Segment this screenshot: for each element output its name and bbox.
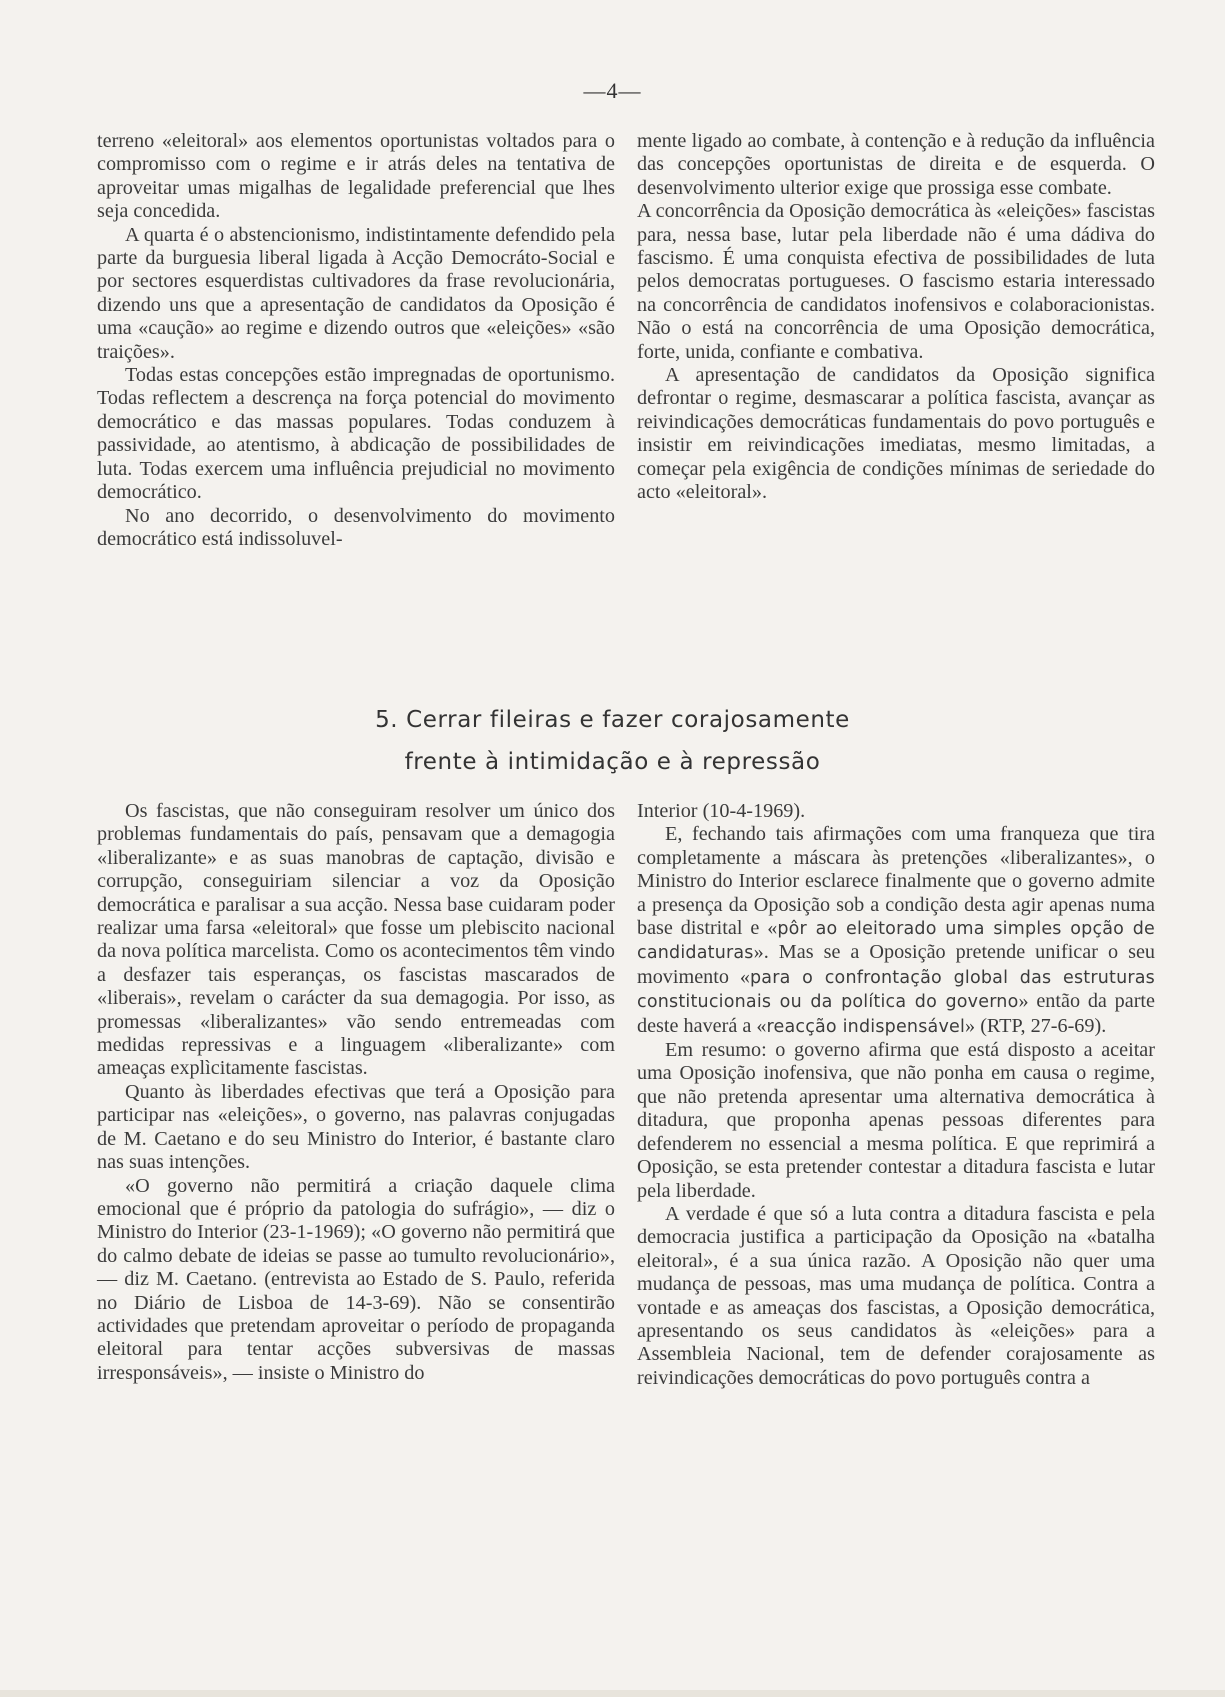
paragraph: Os fascistas, que não conseguiram resolver um único dos problemas fundamentais do país, pensavam que a demagogia «liberalizante» e as suas manobras de captação, divisão e corrupção, conseguiriam silenciar a voz da Oposição democrática e paralisar a sua acção. Nessa base cuidaram poder realizar uma farsa «eleitoral» que fosse um plebiscito nacional da nova política marcelista. Como os acontecimentos têm vindo a desfazer tais esperanças, os fascistas mascarados de «liberais», revelam o carácter da sua demagogia. Por isso, as promessas «liberalizantes» vão sendo entremeadas com medidas repressivas e a linguagem «liberalizante» com ameaças explìcitamente fascistas.: [97, 800, 615, 1080]
paragraph: Interior (10-4-1969).: [637, 800, 806, 822]
paragraph: A concorrência da Oposição democrática às «eleições» fascistas para, nessa base, lutar pela liberdade não é uma dádiva do fascismo. É uma conquista efectiva de possibilidades de luta pelos democratas portugueses. O fascismo estaria interessado na concorrência de candidatos inofensivos e colaboracionistas. Não o está na concorrência de uma Oposição democrática, forte, unida, confiante e combativa.: [637, 200, 1155, 363]
column-bottom-left: [97, 800, 615, 1385]
paragraph: «O governo não permitirá a criação daquele clima emocional que é próprio da patologia do sufrágio», — diz o Ministro do Interior (23-1-1969); «O governo não permitirá que do calmo debate de ideias se passe ao tumulto revolucionário», — diz M. Caetano. (entrevista ao Estado de S. Paulo, referida no Diário de Lisboa de 14-3-69). Não se consentirão actividades que pretendam aproveitar o período de propaganda eleitoral para tentar acções subversivas de massas irresponsáveis», — insiste o Ministro do: [97, 1174, 615, 1384]
column-top-left: [97, 130, 615, 551]
text-run: ». Mas se a Oposição pretende unificar o seu movimento «: [637, 941, 1155, 988]
paragraph: Todas estas concepções estão impregnadas de oportunismo. Todas reflectem a descrença na força potencial do movimento democrático e das massas populares. Todas conduzem à passividade, ao atentismo, à abdicação de possibilidades de luta. Todas exercem uma influência prejudicial no movimento democrático.: [97, 364, 615, 504]
quoted-phrase: reacção indispensável: [766, 1016, 966, 1037]
paragraph: A quarta é o abstencionismo, indistintamente defendido pela parte da burguesia liberal ligada à Acção Democráto-Social e por sectores esquerdistas cultivadores da frase revolucionária, dizendo uns que a apresentação de candidatos da Oposição é uma «caução» ao regime e dizendo outros que «eleições» «são traições».: [97, 223, 615, 363]
column-top-right: [637, 130, 1155, 505]
paragraph: [637, 823, 1155, 1039]
paragraph: Em resumo: o governo afirma que está disposto a aceitar uma Oposição inofensiva, que não ponha em causa o regime, que não pretenda apresentar uma alternativa democrática à ditadura, que proponha apenas pessoas diferentes para defenderem no essencial a mesma política. E que reprimirá a Oposição, se esta pretender contestar a ditadura fascista e lutar pela liberdade.: [637, 1039, 1155, 1202]
section-heading-line-2: frente à intimidação e à repressão: [404, 749, 821, 775]
quoted-phrase: para o confrontação global das estruturas constitucionais ou da política do governo: [637, 967, 1155, 1013]
paragraph: No ano decorrido, o desenvolvimento do movimento democrático está indissoluvel-: [97, 504, 615, 550]
paragraph: A verdade é que só a luta contra a ditadura fascista e pela democracia justifica a participação da Oposição na «batalha eleitoral», é a sua única razão. A Oposição não quer uma mudança de pessoas, mas uma mudança de política. Contra a vontade e as ameaças dos fascistas, a Oposição democrática, apresentando os seus candidatos às «eleições» para a Assembleia Nacional, tem de defender corajosamente as reivindicações democráticas do povo português contra a: [637, 1202, 1155, 1389]
page-number: —4—: [583, 78, 642, 103]
paragraph: Quanto às liberdades efectivas que terá a Oposição para participar nas «eleições», o governo, nas palavras conjugadas de M. Caetano e do seu Ministro do Interior, é bastante claro nas suas intenções.: [97, 1080, 615, 1174]
column-bottom-right: [637, 800, 1155, 1390]
paragraph: A apresentação de candidatos da Oposição significa defrontar o regime, desmascarar a política fascista, avançar as reivindicações democráticas fundamentais do povo português e insistir em reivindicações imediatas, mesmo limitadas, a começar pela exigência de condições mínimas de seriedade do acto «eleitoral».: [637, 364, 1155, 504]
paragraph: terreno «eleitoral» aos elementos oportunistas voltados para o compromisso com o regime e ir atrás deles na tentativa de aproveitar umas migalhas de legalidade preferencial que lhes seja concedida.: [97, 130, 615, 223]
quoted-phrase: pôr ao eleitorado uma simples opção de candidaturas: [637, 919, 1155, 964]
page-bottom-edge: [0, 1690, 1225, 1697]
text-run: » (RTP, 27-6-69).: [965, 1014, 1107, 1037]
text-run: » então da parte deste haverá a «: [637, 990, 1155, 1037]
paragraph: mente ligado ao combate, à contenção e à redução da influência das concepções oportunistas de direita e de esquerda. O desenvolvimento ulterior exige que prossiga esse combate.: [637, 130, 1155, 199]
text-run: E, fechando tais afirmações com uma franqueza que tira completamente a máscara às pretenções «liberalizantes», o Ministro do Interior esclarece finalmente que o governo admite a presença da Oposição sob a condição desta agir apenas numa base distrital e «: [637, 823, 1155, 940]
section-heading-line-1: 5. Cerrar fileiras e fazer corajosamente: [375, 707, 850, 733]
